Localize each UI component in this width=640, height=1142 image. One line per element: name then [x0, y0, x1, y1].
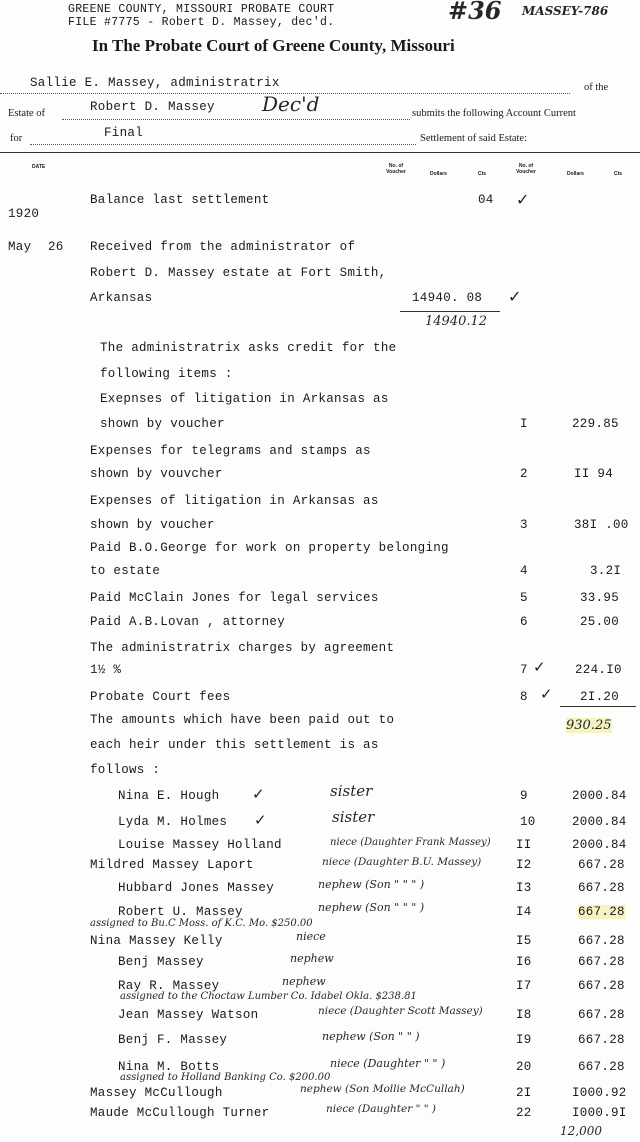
heir-voucher: I6: [516, 955, 532, 969]
entry-amount: 224.I0: [575, 663, 622, 677]
entry-text: Received from the administrator of: [90, 240, 356, 254]
heir-amount: I000.92: [572, 1086, 627, 1100]
heir-relation: niece (Daughter " " ): [330, 1057, 446, 1070]
check-mark-icon: ✓: [252, 785, 265, 803]
heir-name: Lyda M. Holmes: [118, 815, 228, 829]
heir-name: Nina Massey Kelly: [90, 934, 223, 948]
entry-amount: 38I .00: [574, 518, 629, 532]
check-mark-icon: ✓: [516, 190, 530, 209]
heir-name: Hubbard Jones Massey: [118, 881, 275, 895]
heir-assignment-note: assigned to Bu.C Moss. of K.C. Mo. $250.00: [90, 918, 313, 929]
entry-date-month: May: [8, 240, 32, 254]
entry-voucher: 2: [520, 467, 528, 481]
heir-name: Nina E. Hough: [118, 789, 220, 803]
heir-relation: niece (Daughter " " ): [326, 1103, 437, 1115]
entry-text: Probate Court fees: [90, 690, 231, 704]
heir-voucher: I7: [516, 979, 532, 993]
entry-text: shown by voucher: [100, 417, 225, 431]
heir-relation: sister: [330, 782, 373, 800]
entry-voucher: I: [520, 417, 528, 431]
col-voucher-left: No. of Voucher: [386, 163, 406, 175]
heir-relation: sister: [332, 808, 375, 826]
heir-amount: 667.28: [578, 1060, 625, 1074]
entry-text: Expenses for telegrams and stamps as: [90, 444, 371, 458]
subtotal-rule: [560, 706, 636, 707]
estate-of-label: Estate of: [8, 108, 46, 119]
bottom-handwritten-figure: 12,000: [560, 1124, 602, 1138]
entry-voucher: 3: [520, 518, 528, 532]
estate-name: Robert D. Massey: [90, 100, 215, 114]
col-date: DATE: [32, 164, 46, 170]
heir-amount: 667.28: [578, 858, 625, 872]
heir-amount: 667.28: [578, 881, 625, 895]
entry-text: shown by voucher: [90, 518, 215, 532]
handwritten-amount: 14940.12: [425, 314, 488, 329]
stamp-number: #36: [448, 0, 502, 25]
stamp-name: MASSEY-786: [522, 4, 609, 18]
heir-name: Jean Massey Watson: [118, 1008, 259, 1022]
heir-name: Benj Massey: [118, 955, 204, 969]
heir-name: Mildred Massey Laport: [90, 858, 254, 872]
heir-name: Massey McCullough: [90, 1086, 223, 1100]
entry-voucher: 7: [520, 663, 528, 677]
entry-amount: 25.00: [580, 615, 620, 629]
estate-note: Dec'd: [262, 92, 320, 116]
heir-name: Benj F. Massey: [118, 1033, 228, 1047]
heir-amount: 667.28: [578, 905, 625, 919]
heir-voucher: 22: [516, 1106, 532, 1120]
entry-amount: 14940. 08: [412, 291, 483, 305]
entry-text: Arkansas: [90, 291, 153, 305]
entry-text: following items :: [100, 367, 233, 381]
heir-name: Robert U. Massey: [118, 905, 243, 919]
heir-amount: 2000.84: [572, 815, 627, 829]
page-title: In The Probate Court of Greene County, Missouri: [92, 36, 455, 55]
heir-relation: nephew (Son " " " ): [318, 901, 425, 914]
heir-voucher: I5: [516, 934, 532, 948]
heir-relation: nephew (Son " " ): [322, 1030, 420, 1043]
heir-relation: nephew: [282, 975, 326, 988]
col-voucher-right: No. of Voucher: [516, 163, 536, 175]
entry-text: shown by vouvcher: [90, 467, 223, 481]
heir-amount: 667.28: [578, 1008, 625, 1022]
entry-text: The amounts which have been paid out to: [90, 713, 395, 727]
entry-text: Paid A.B.Lovan , attorney: [90, 615, 286, 629]
heir-voucher: 2I: [516, 1086, 532, 1100]
file-line: FILE #7775 - Robert D. Massey, dec'd.: [68, 16, 335, 29]
col-dollars-right: Dollars: [567, 171, 584, 177]
entry-amount: 3.2I: [590, 564, 622, 578]
entry-text: The administratrix asks credit for the: [100, 341, 397, 355]
heir-voucher: 10: [520, 815, 536, 829]
entry-text: to estate: [90, 564, 161, 578]
entry-text: follows :: [90, 763, 161, 777]
heir-voucher: II: [516, 838, 532, 852]
entry-amount: II 94: [574, 467, 614, 481]
heir-amount: 667.28: [578, 955, 625, 969]
entry-text: Robert D. Massey estate at Fort Smith,: [90, 266, 387, 280]
entry-amount: 2I.20: [580, 690, 620, 704]
heir-amount: 2000.84: [572, 838, 627, 852]
entry-text: Expenses of litigation in Arkansas as: [90, 494, 379, 508]
heir-relation: nephew (Son Mollie McCullah): [300, 1083, 465, 1095]
entry-voucher: 6: [520, 615, 528, 629]
administrator-name: Sallie E. Massey, administratrix: [30, 76, 280, 90]
heir-amount: 2000.84: [572, 789, 627, 803]
heir-relation: nephew (Son " " " ): [318, 878, 425, 891]
heir-amount: 667.28: [578, 1033, 625, 1047]
entry-text: Balance last settlement: [90, 193, 270, 207]
entry-text: each heir under this settlement is as: [90, 738, 379, 752]
entry-text: Paid B.O.George for work on property belonging: [90, 541, 449, 555]
settlement-label: Settlement of said Estate:: [420, 133, 528, 144]
heir-voucher: 9: [520, 789, 528, 803]
entry-text: Exepnses of litigation in Arkansas as: [100, 392, 389, 406]
heir-relation: niece (Daughter B.U. Massey): [322, 856, 482, 868]
heir-amount: I000.9I: [572, 1106, 627, 1120]
entry-date: 1920: [8, 207, 40, 221]
heir-assignment-note: assigned to the Choctaw Lumber Co. Idabel Okla. $238.81: [120, 991, 417, 1002]
of-the-label: of the: [584, 82, 609, 93]
heir-relation: niece (Daughter Scott Massey): [318, 1005, 483, 1017]
heir-voucher: I8: [516, 1008, 532, 1022]
entry-amount: 33.95: [580, 591, 620, 605]
col-cts-right: Cts: [614, 171, 623, 177]
for-label: for: [10, 133, 23, 144]
heir-voucher: I9: [516, 1033, 532, 1047]
heir-relation: niece: [296, 930, 326, 943]
entry-text: 1½ %: [90, 663, 122, 677]
entry-text: Paid McClain Jones for legal services: [90, 591, 379, 605]
heir-voucher: I4: [516, 905, 532, 919]
heir-relation: niece (Daughter Frank Massey): [330, 837, 491, 848]
estate-line: [62, 119, 410, 120]
heir-voucher: 20: [516, 1060, 532, 1074]
col-dollars-left: Dollars: [430, 171, 447, 177]
entry-date-day: 26: [48, 240, 64, 254]
header-rule: [0, 152, 640, 153]
entry-voucher: 8: [520, 690, 528, 704]
entry-amount: 04: [478, 193, 494, 207]
handwritten-total: 930.25: [566, 718, 612, 733]
check-mark-icon: ✓: [533, 658, 546, 676]
heir-voucher: I3: [516, 881, 532, 895]
heir-amount: 667.28: [578, 934, 625, 948]
submits-label: submits the following Account Current: [412, 108, 576, 119]
heir-name: Nina M. Botts: [118, 1060, 220, 1074]
entry-voucher: 4: [520, 564, 528, 578]
entry-voucher: 5: [520, 591, 528, 605]
check-mark-icon: ✓: [508, 287, 522, 306]
check-mark-icon: ✓: [540, 685, 553, 703]
heir-name: Ray R. Massey: [118, 979, 220, 993]
heir-amount: 667.28: [578, 979, 625, 993]
entry-amount: 229.85: [572, 417, 619, 431]
court-line: GREENE COUNTY, MISSOURI PROBATE COURT: [68, 3, 335, 16]
check-mark-icon: ✓: [254, 811, 267, 829]
amount-rule: [400, 311, 500, 312]
heir-relation: nephew: [290, 952, 334, 965]
heir-name: Maude McCullough Turner: [90, 1106, 270, 1120]
settlement-line: [30, 144, 416, 145]
heir-name: Louise Massey Holland: [118, 838, 282, 852]
heir-voucher: I2: [516, 858, 532, 872]
settlement-type: Final: [104, 126, 144, 140]
heir-assignment-note: assigned to Holland Banking Co. $200.00: [120, 1072, 331, 1083]
col-cts-left: Cts: [478, 171, 487, 177]
entry-text: The administratrix charges by agreement: [90, 641, 395, 655]
